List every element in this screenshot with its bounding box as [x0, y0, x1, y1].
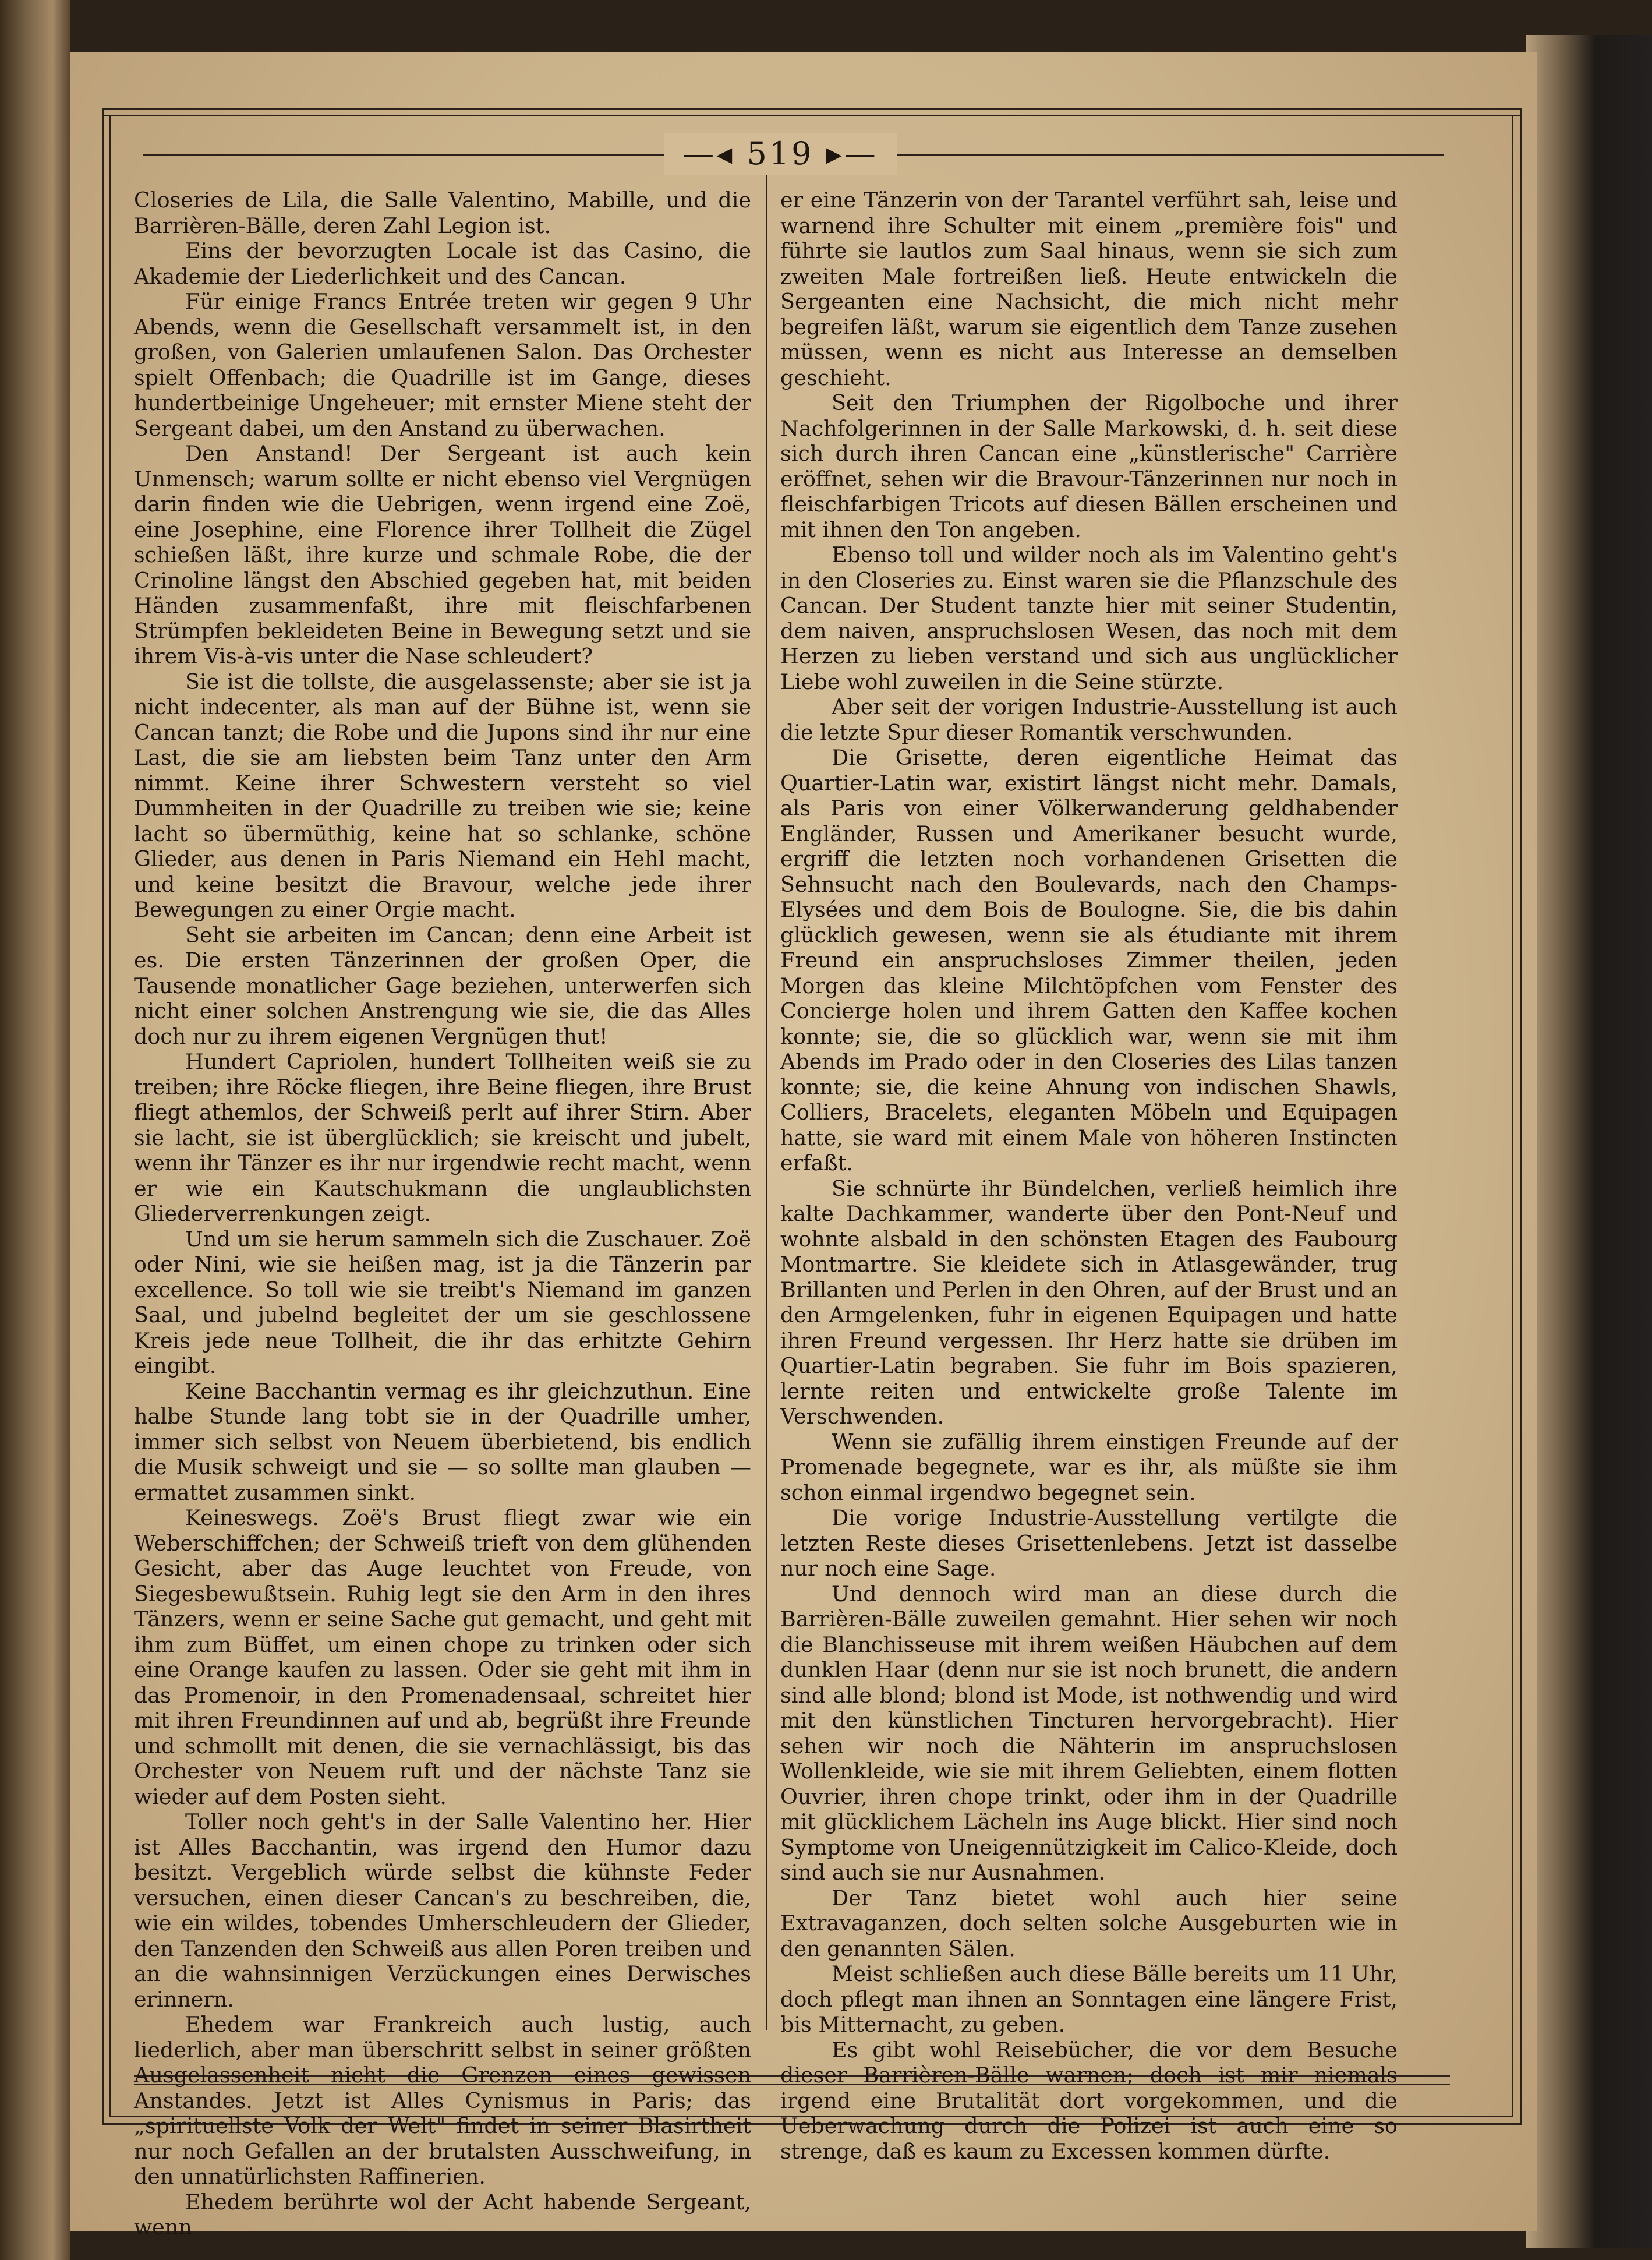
paragraph: Keineswegs. Zoë's Brust fliegt zwar wie ein Weberschiffchen; der Schweiß trieft von dem glühenden Gesicht, aber das Auge leuchtet von Freude, von Siegesbewußtsein. Ruhig legt sie den Arm in den ihres Tänzers, wenn er seine Sache gut gemacht, und geht mit ihm zum Büffet, um einen chope zu trinken oder sich eine Orange kaufen zu lassen. Oder sie geht mit ihm in das Promenoir, in den Promenadensaal, schreitet hier mit ihren Freundinnen auf und ab, begrüßt ihre Freunde und schmollt mit denen, die sie vernachlässigt, bis das Orchester von Neuem ruft und der nächste Tanz sie wieder auf dem Posten sieht. [134, 1505, 751, 1809]
frame-left-rule-inner [109, 115, 111, 2116]
paragraph: Die vorige Industrie-Ausstellung vertilgte die letzten Reste dieses Grisettenlebens. Jetzt ist dasselbe nur noch eine Sage. [780, 1505, 1398, 1581]
paragraph: Meist schließen auch diese Bälle bereits um 11 Uhr, doch pflegt man ihnen an Sonntagen eine längere Frist, bis Mitternacht, zu geben. [780, 1961, 1398, 2037]
paragraph: Ehedem berührte wol der Acht habende Sergeant, wenn [134, 2189, 751, 2240]
paragraph: Toller noch geht's in der Salle Valentino her. Hier ist Alles Bacchantin, was irgend den Humor dazu besitzt. Vergeblich würde selbst die kühnste Feder versuchen, einen dieser Cancan's zu beschreiben, die, wie ein wildes, tobendes Umherschleudern der Glieder, den Tanzenden den Schweiß aus allen Poren treiben und an die wahnsinnigen Verzückungen eines Derwisches erinnern. [134, 1809, 751, 2012]
paragraph: Für einige Francs Entrée treten wir gegen 9 Uhr Abends, wenn die Gesellschaft versammelt ist, in den großen, von Galerien umlaufenen Salon. Das Orchester spielt Offenbach; die Quadrille ist im Gange, dieses hundertbeinige Ungeheuer; mit ernster Miene steht der Sergeant dabei, um den Anstand zu überwachen. [134, 289, 751, 441]
paragraph: Closeries de Lila, die Salle Valentino, Mabille, und die Barrièren-Bälle, deren Zahl Legion ist. [134, 188, 751, 238]
frame-top-rule-outer [102, 108, 1520, 110]
paragraph: Und um sie herum sammeln sich die Zuschauer. Zoë oder Nini, wie sie heißen mag, ist ja die Tänzerin par excellence. So toll wie sie treibt's Niemand im ganzen Saal, und jubelnd begleitet der um sie geschlossene Kreis jede neue Tollheit, die ihr das erhitzte Gehirn eingibt. [134, 1226, 751, 1378]
paragraph: Seht sie arbeiten im Cancan; denn eine Arbeit ist es. Die ersten Tänzerinnen der großen Oper, die Tausende monatlicher Gage beziehen, unterwerfen sich nicht einer solchen Anstrengung wie sie, die das Alles doch nur zu ihrem eigenen Vergnügen thut! [134, 922, 751, 1049]
paragraph: Sie ist die tollste, die ausgelassenste; aber sie ist ja nicht indecenter, als man auf der Bühne ist, wenn sie Cancan tanzt; die Robe und die Jupons sind ihr nur eine Last, die sie am liebsten beim Tanz unter den Arm nimmt. Keine ihrer Schwestern versteht so viel Dummheiten in der Quadrille zu treiben wie sie; keine lacht so übermüthig, keine hat so schlanke, schöne Glieder, aus denen in Paris Niemand ein Hehl macht, und keine besitzt die Bravour, welche jede ihrer Bewegungen zu einer Orgie macht. [134, 669, 751, 922]
paragraph: Seit den Triumphen der Rigolboche und ihrer Nachfolgerinnen in der Salle Markowski, d. h. seit diese sich durch ihren Cancan eine „künstlerische" Carrière eröffnet, sehen wir die Bravour-Tänzerinnen nur noch in fleischfarbigen Tricots auf diesen Bällen erscheinen und mit ihnen den Ton angeben. [780, 390, 1398, 542]
paragraph: er eine Tänzerin von der Tarantel verführt sah, leise und warnend ihre Schulter mit einem „première fois" und führte sie lautlos zum Saal hinaus, wenn sie sich zum zweiten Male fortreißen ließ. Heute entwickeln die Sergeanten eine Nachsicht, die mich nicht mehr begreifen läßt, warum sie eigentlich dem Tanze zusehen müssen, wenn es nicht aus Interesse an demselben geschieht. [780, 188, 1398, 390]
frame-right-rule-inner [1512, 115, 1513, 2116]
paragraph: Keine Bacchantin vermag es ihr gleichzuthun. Eine halbe Stunde lang tobt sie in der Quadrille umher, immer sich selbst von Neuem überbietend, bis endlich die Musik schweigt und sie — so sollte man glauben — ermattet zusammen sinkt. [134, 1378, 751, 1505]
book-right-edge [1526, 35, 1652, 2248]
frame-left-rule-outer [102, 108, 104, 2123]
paragraph: Hundert Capriolen, hundert Tollheiten weiß sie zu treiben; ihre Röcke fliegen, ihre Beine fliegen, ihre Brust fliegt athemlos, der Schweiß perlt auf ihrer Stirn. Aber sie lacht, sie ist überglücklich; sie kreischt und jubelt, wenn ihr Tänzer es ihr nur irgendwie recht macht, wenn er wie ein Kautschukmann die unglaublichsten Gliederverrenkungen zeigt. [134, 1049, 751, 1226]
paragraph: Und dennoch wird man an diese durch die Barrièren-Bälle zuweilen gemahnt. Hier sehen wir noch die Blanchisseuse mit ihrem weißen Häubchen auf dem dunklen Haar (denn nur sie ist noch brunett, die andern sind alle blond; blond ist Mode, ist nothwendig und wird mit den künstlichen Tincturen hervorgebracht). Hier sehen wir noch die Nähterin im anspruchslosen Wollenkleide, wie sie mit ihrem Geliebten, einem flotten Ouvrier, ihren chope trinkt, oder ihm in der Quadrille mit glücklichem Lächeln ins Auge blickt. Hier sind noch Symptome von Uneigennützigkeit im Calico-Kleide, doch sind auch sie nur Ausnahmen. [780, 1581, 1398, 1885]
paragraph: Wenn sie zufällig ihrem einstigen Freunde auf der Promenade begegnete, war es ihr, als müßte sie ihm schon einmal irgendwo begegnet sein. [780, 1429, 1398, 1505]
paragraph: Eins der bevorzugten Locale ist das Casino, die Akademie der Liederlichkeit und des Cancan. [134, 238, 751, 289]
paragraph: Ehedem war Frankreich auch lustig, auch liederlich, aber man überschritt selbst in seiner größten Ausgelassenheit nicht die Grenzen eines gewissen Anstandes. Jetzt ist Alles Cynismus in Paris; das „spirituellste Volk der Welt" findet in seiner Blasirtheit nur noch Gefallen an der brutalsten Ausschweifung, in den unnatürlichsten Raffinerien. [134, 2012, 751, 2189]
paragraph: Den Anstand! Der Sergeant ist auch kein Unmensch; warum sollte er nicht ebenso viel Vergnügen darin finden wie die Uebrigen, wenn irgend eine Zoë, eine Josephine, eine Florence ihrer Tollheit die Zügel schießen läßt, ihre kurze und schmale Robe, die der Crinoline längst den Abschied gegeben hat, mit beiden Händen zusammenfaßt, ihre mit fleischfarbenen Strümpfen bekleideten Beine in Bewegung setzt und sie ihrem Vis-à-vis unter die Nase schleudert? [134, 441, 751, 669]
right-column [780, 188, 1398, 2164]
paragraph: Die Grisette, deren eigentliche Heimat das Quartier-Latin war, existirt längst nicht mehr. Damals, als Paris von einer Völkerwanderung geldhabender Engländer, Russen und Amerikaner besucht wurde, ergriff die letzten noch vorhandenen Grisetten die Sehnsucht nach den Boulevards, nach den Champs-Elysées und dem Bois de Boulogne. Sie, die bis dahin glücklich gewesen, wenn sie als étudiante mit ihrem Freund ein anspruchsloses Zimmer theilen, jeden Morgen das kleine Milchtöpfchen vom Fenster des Concierge holen und ihrem Gatten den Kaffee kochen konnte; sie, die so glücklich war, wenn sie mit ihm Abends im Prado oder in den Closeries des Lilas tanzen konnte; sie, die keine Ahnung von indischen Shawls, Colliers, Bracelets, eleganten Möbeln und Equipagen hatte, sie ward mit einem Male von höheren Instincten erfaßt. [780, 745, 1398, 1175]
book-left-edge [0, 0, 70, 2260]
frame-top-rule-inner [102, 115, 1520, 116]
paragraph: Ebenso toll und wilder noch als im Valentino geht's in den Closeries zu. Einst waren sie die Pflanzschule des Cancan. Der Student tanzte hier mit seiner Studentin, dem naiven, anspruchslosen Wesen, das noch mit dem Herzen zu lieben verstand und sich aus unglücklicher Liebe wohl zuweilen in die Seine stürzte. [780, 542, 1398, 694]
frame-right-rule-outer [1520, 108, 1522, 2123]
left-column [134, 188, 751, 2240]
paragraph: Sie schnürte ihr Bündelchen, verließ heimlich ihre kalte Dachkammer, wanderte über den Pont-Neuf und wohnte alsbald in den schönsten Etagen des Faubourg Montmartre. Sie kleidete sich in Atlasgewänder, trug Brillanten und Perlen in den Ohren, auf der Brust und an den Armgelenken, fuhr in eigenen Equipagen und hatte ihren Freund vergessen. Ihr Herz hatte sie drüben im Quartier-Latin begraben. Sie fuhr im Bois spazieren, lernte reiten und entwickelte große Talente im Verschwenden. [780, 1175, 1398, 1429]
paragraph: Aber seit der vorigen Industrie-Ausstellung ist auch die letzte Spur dieser Romantik verschwunden. [780, 694, 1398, 745]
page-number: —◂ 519 ▸— [664, 133, 897, 175]
column-divider [766, 175, 767, 2030]
paragraph: Es gibt wohl Reisebücher, die vor dem Besuche dieser Barrièren-Bälle warnen; doch ist mir niemals irgend eine Brutalität dort vorgekommen, und die Ueberwachung durch die Polizei ist auch eine so strenge, daß es kaum zu Excessen kommen dürfte. [780, 2037, 1398, 2164]
paragraph: Der Tanz bietet wohl auch hier seine Extravaganzen, doch selten solche Ausgeburten wie in den genannten Sälen. [780, 1885, 1398, 1961]
